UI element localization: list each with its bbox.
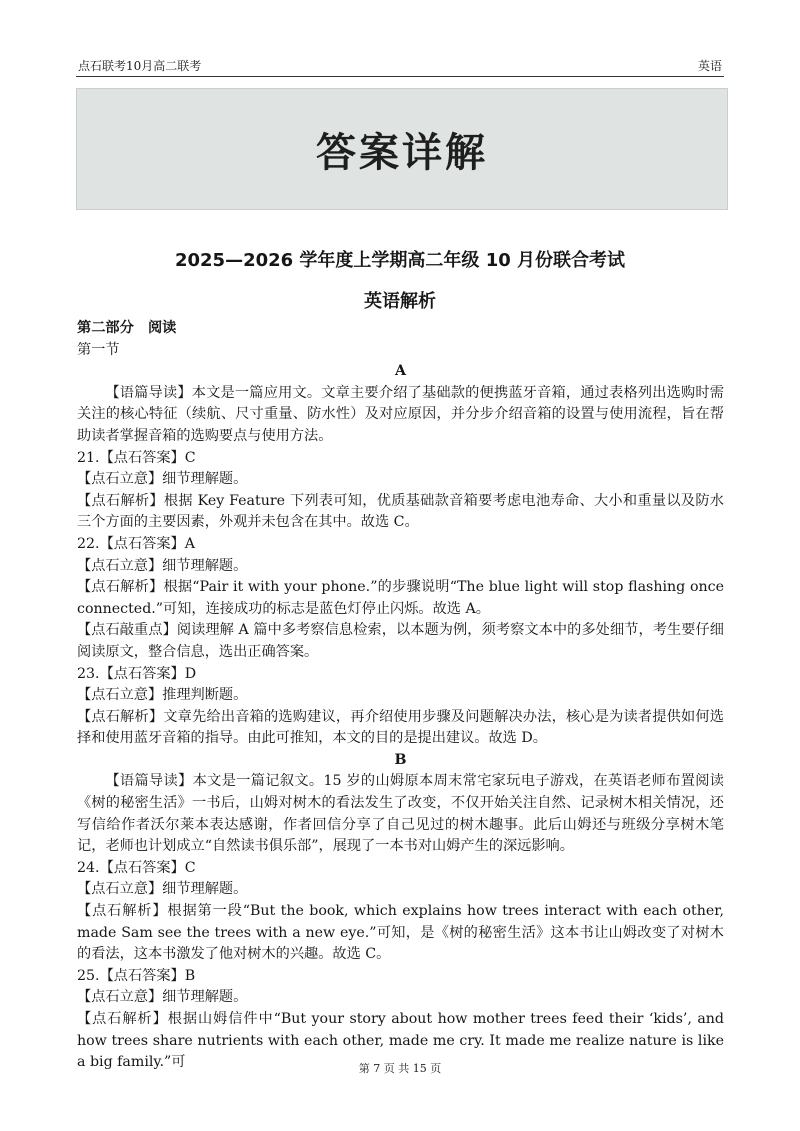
- q25-answer: 25.【点石答案】B: [77, 967, 196, 984]
- title-banner: [76, 88, 728, 210]
- passage-a-intro: 【语篇导读】本文是一篇应用文。文章主要介绍了基础款的便携蓝牙音箱，通过表格列出选购时需关注的核心特征（续航、尺寸重量、防水性）及对应原因，并分步介绍音箱的设置与使用流程，旨在帮助读者掌握音箱的选购要点与使用方法。: [77, 384, 724, 444]
- exam-title: 2025—2026 学年度上学期高二年级 10 月份联合考试: [174, 250, 626, 271]
- passage-a-label: A: [394, 363, 406, 380]
- q23-analysis: 【点石解析】文章先给出音箱的选购建议，再介绍使用步骤及问题解决办法，核心是为读者提供如何选择和使用蓝牙音箱的指导。由此可推知，本文的目的是提出建议。故选 D。: [77, 708, 724, 747]
- header-subject: 英语: [697, 59, 722, 73]
- header-exam-name: 点石联考10月高二联考: [78, 59, 202, 73]
- part-heading: 第二部分 阅读: [77, 320, 177, 336]
- q21-answer: 21.【点石答案】C: [77, 449, 196, 466]
- q22-key-point: 【点石敲重点】阅读理解 A 篇中多考察信息检索，以本题为例，须考察文本中的多处细节，考生要仔细阅读原文，整合信息，选出正确答案。: [77, 622, 724, 660]
- passage-b-intro: 【语篇导读】本文是一篇记叙文。15 岁的山姆原本周末常宅家玩电子游戏，在英语老师布置阅读《树的秘密生活》一书后，山姆对树木的看法发生了改变，不仅开始关注自然、记录树木相关情况，还写信给作者沃尔莱本表达感谢，作者回信分享了自己见过的树木趣事。此后山姆还与班级分享树木笔记，老师也计划成立“自然读书俱乐部”，展现了一本书对山姆产生的深远影响。: [77, 773, 724, 855]
- q24-answer: 24.【点石答案】C: [77, 859, 196, 876]
- passage-b-label: B: [394, 751, 407, 768]
- q22-answer: 22.【点石答案】A: [77, 535, 195, 552]
- q25-intent: 【点石立意】细节理解题。: [77, 989, 248, 1006]
- q23-answer: 23.【点石答案】D: [77, 665, 197, 682]
- q24-intent: 【点石立意】细节理解题。: [77, 881, 248, 898]
- banner-title: 答案详解: [316, 128, 488, 176]
- q22-intent: 【点石立意】细节理解题。: [77, 557, 248, 574]
- page-number: 第 7 页 共 15 页: [358, 1062, 442, 1075]
- q23-intent: 【点石立意】推理判断题。: [77, 687, 248, 704]
- q25-analysis: 【点石解析】根据山姆信件中“But your story about how mother trees feed their ‘kids’, and how trees share nutrients with each other, made me cry. It made me realize nature is like a big family.”可: [77, 1011, 724, 1071]
- page-header: [76, 58, 724, 77]
- q21-intent: 【点石立意】细节理解题。: [77, 471, 248, 488]
- q22-analysis: 【点石解析】根据“Pair it with your phone.”的步骤说明“The blue light will stop flashing once connected.”可知，连接成功的标志是蓝色灯停止闪烁。故选 A。: [77, 579, 724, 617]
- analysis-title: 英语解析: [364, 291, 436, 312]
- analysis-content: [77, 318, 724, 1074]
- q24-analysis: 【点石解析】根据第一段“But the book, which explains how trees interact with each other, made Sam see the trees with a new eye.”可知，是《树的秘密生活》这本书让山姆改变了对树木的看法，这本书激发了他对树木的兴趣。故选 C。: [77, 903, 724, 963]
- q21-analysis: 【点石解析】根据 Key Feature 下列表可知，优质基础款音箱要考虑电池寿命、大小和重量以及防水三个方面的主要因素，外观并未包含在其中。故选 C。: [77, 492, 724, 531]
- section-heading: 第一节: [77, 341, 120, 358]
